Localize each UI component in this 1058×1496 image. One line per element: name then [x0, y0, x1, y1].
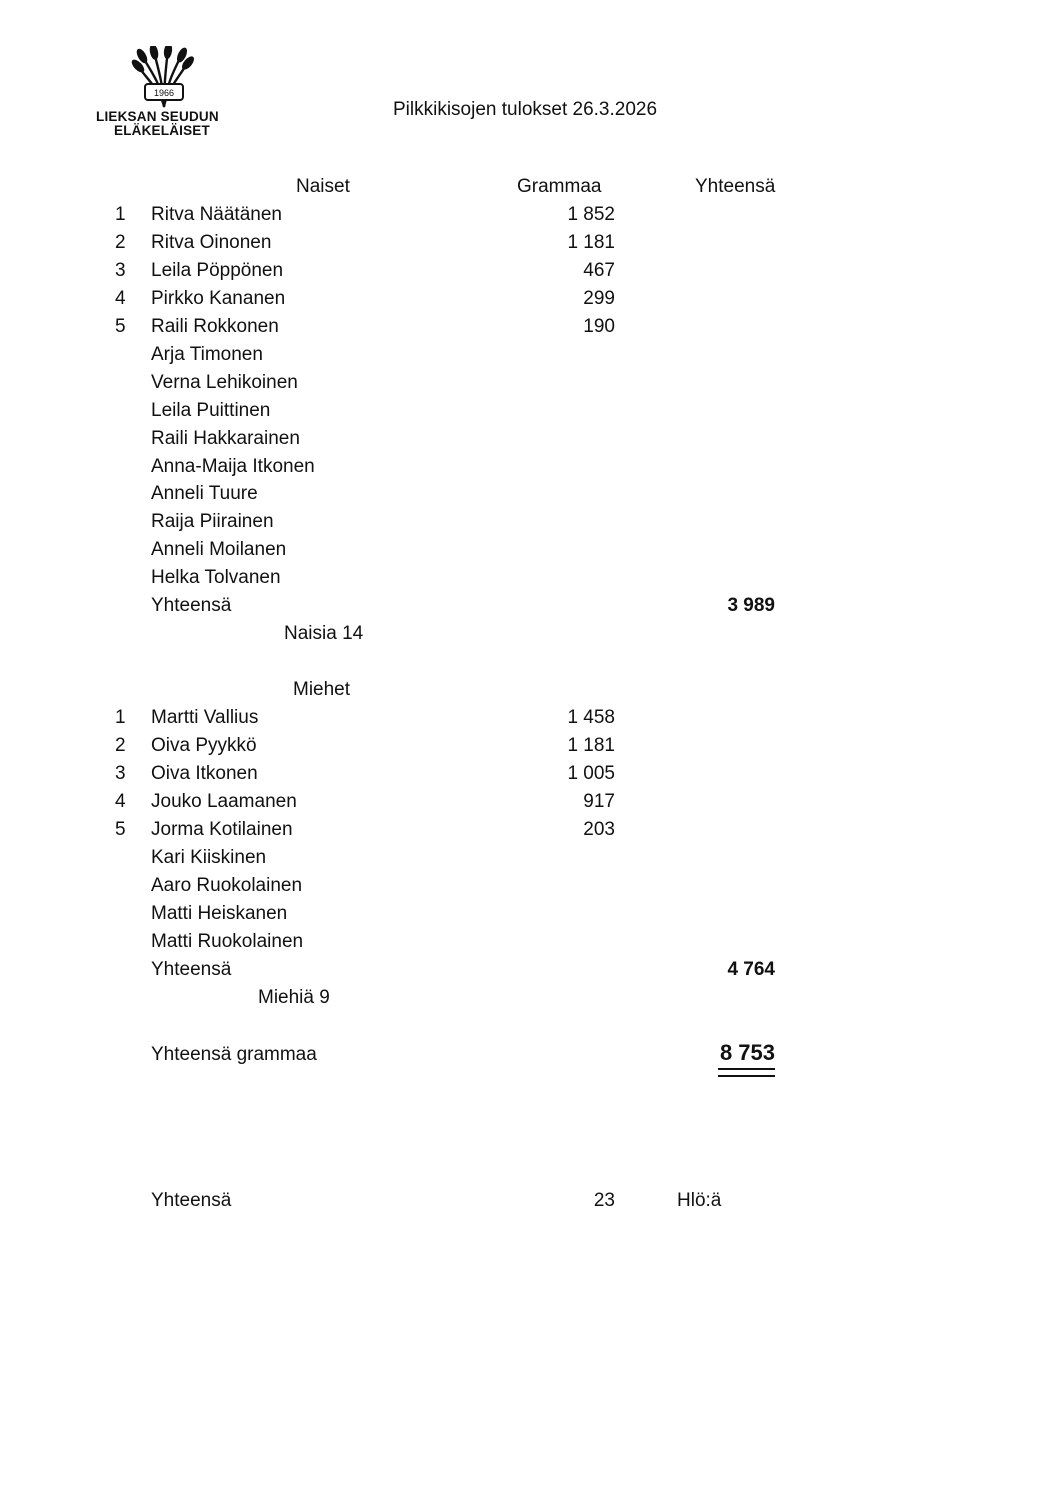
list-item: Raija Piirainen [151, 511, 274, 532]
grams-cell: 467 [583, 260, 615, 281]
name-cell: Leila Pöppönen [151, 260, 284, 281]
name-cell: Jouko Laamanen [151, 791, 297, 812]
rank-cell: 4 [115, 791, 126, 812]
grams-cell: 917 [583, 791, 615, 812]
rank-cell: 2 [115, 735, 126, 756]
name-cell: Raili Rokkonen [151, 316, 279, 337]
men-count: Miehiä 9 [258, 987, 330, 1008]
name-cell: Ritva Näätänen [151, 204, 282, 225]
logo-line-2: ELÄKELÄISET [114, 123, 210, 138]
list-item: Anna-Maija Itkonen [151, 456, 315, 477]
rank-cell: 3 [115, 260, 126, 281]
name-cell: Martti Vallius [151, 707, 259, 728]
grams-cell: 203 [583, 819, 615, 840]
logo-line-1: LIEKSAN SEUDUN [96, 109, 219, 124]
list-item: Aaro Ruokolainen [151, 875, 303, 896]
wheat-sheaf-icon [96, 46, 232, 108]
grams-cell: 1 181 [567, 232, 615, 253]
men-total-label: Yhteensä [151, 959, 232, 980]
grams-cell: 190 [583, 316, 615, 337]
svg-text:1966: 1966 [153, 88, 175, 98]
rank-cell: 3 [115, 763, 126, 784]
men-total-value: 4 764 [727, 959, 775, 980]
name-cell: Ritva Oinonen [151, 232, 272, 253]
grams-cell: 1 181 [567, 735, 615, 756]
list-item: Kari Kiiskinen [151, 847, 267, 868]
list-item: Anneli Moilanen [151, 539, 287, 560]
grams-cell: 299 [583, 288, 615, 309]
grand-total-value: 8 753 [719, 1040, 775, 1065]
women-total-value: 3 989 [727, 595, 775, 616]
list-item: Matti Heiskanen [151, 903, 288, 924]
list-item: Raili Hakkarainen [151, 428, 300, 449]
name-cell: Oiva Itkonen [151, 763, 258, 784]
name-cell: Jorma Kotilainen [151, 819, 293, 840]
rank-cell: 5 [115, 819, 126, 840]
grams-cell: 1 852 [567, 204, 615, 225]
list-item: Helka Tolvanen [151, 567, 281, 588]
participants-count: 23 [593, 1190, 615, 1211]
men-heading: Miehet [293, 679, 351, 700]
total-column-header: Yhteensä [695, 176, 776, 197]
list-item: Arja Timonen [151, 344, 263, 365]
rank-cell: 2 [115, 232, 126, 253]
club-logo [96, 46, 232, 140]
women-total-label: Yhteensä [151, 595, 232, 616]
women-heading: Naiset [296, 176, 350, 197]
page-title: Pilkkikisojen tulokset 26.3.2026 [393, 99, 658, 120]
women-count: Naisia 14 [284, 623, 364, 644]
participants-unit: Hlö:ä [677, 1190, 722, 1211]
rank-cell: 1 [115, 707, 126, 728]
list-item: Verna Lehikoinen [151, 372, 298, 393]
list-item: Leila Puittinen [151, 400, 271, 421]
name-cell: Pirkko Kananen [151, 288, 286, 309]
list-item: Anneli Tuure [151, 483, 258, 504]
rank-cell: 1 [115, 204, 126, 225]
grams-cell: 1 458 [567, 707, 615, 728]
grams-column-header: Grammaa [517, 176, 602, 197]
double-underline [718, 1068, 775, 1077]
rank-cell: 5 [115, 316, 126, 337]
grams-cell: 1 005 [567, 763, 615, 784]
name-cell: Oiva Pyykkö [151, 735, 257, 756]
participants-label: Yhteensä [151, 1190, 232, 1211]
rank-cell: 4 [115, 288, 126, 309]
list-item: Matti Ruokolainen [151, 931, 304, 952]
grand-total-label: Yhteensä grammaa [151, 1044, 317, 1065]
